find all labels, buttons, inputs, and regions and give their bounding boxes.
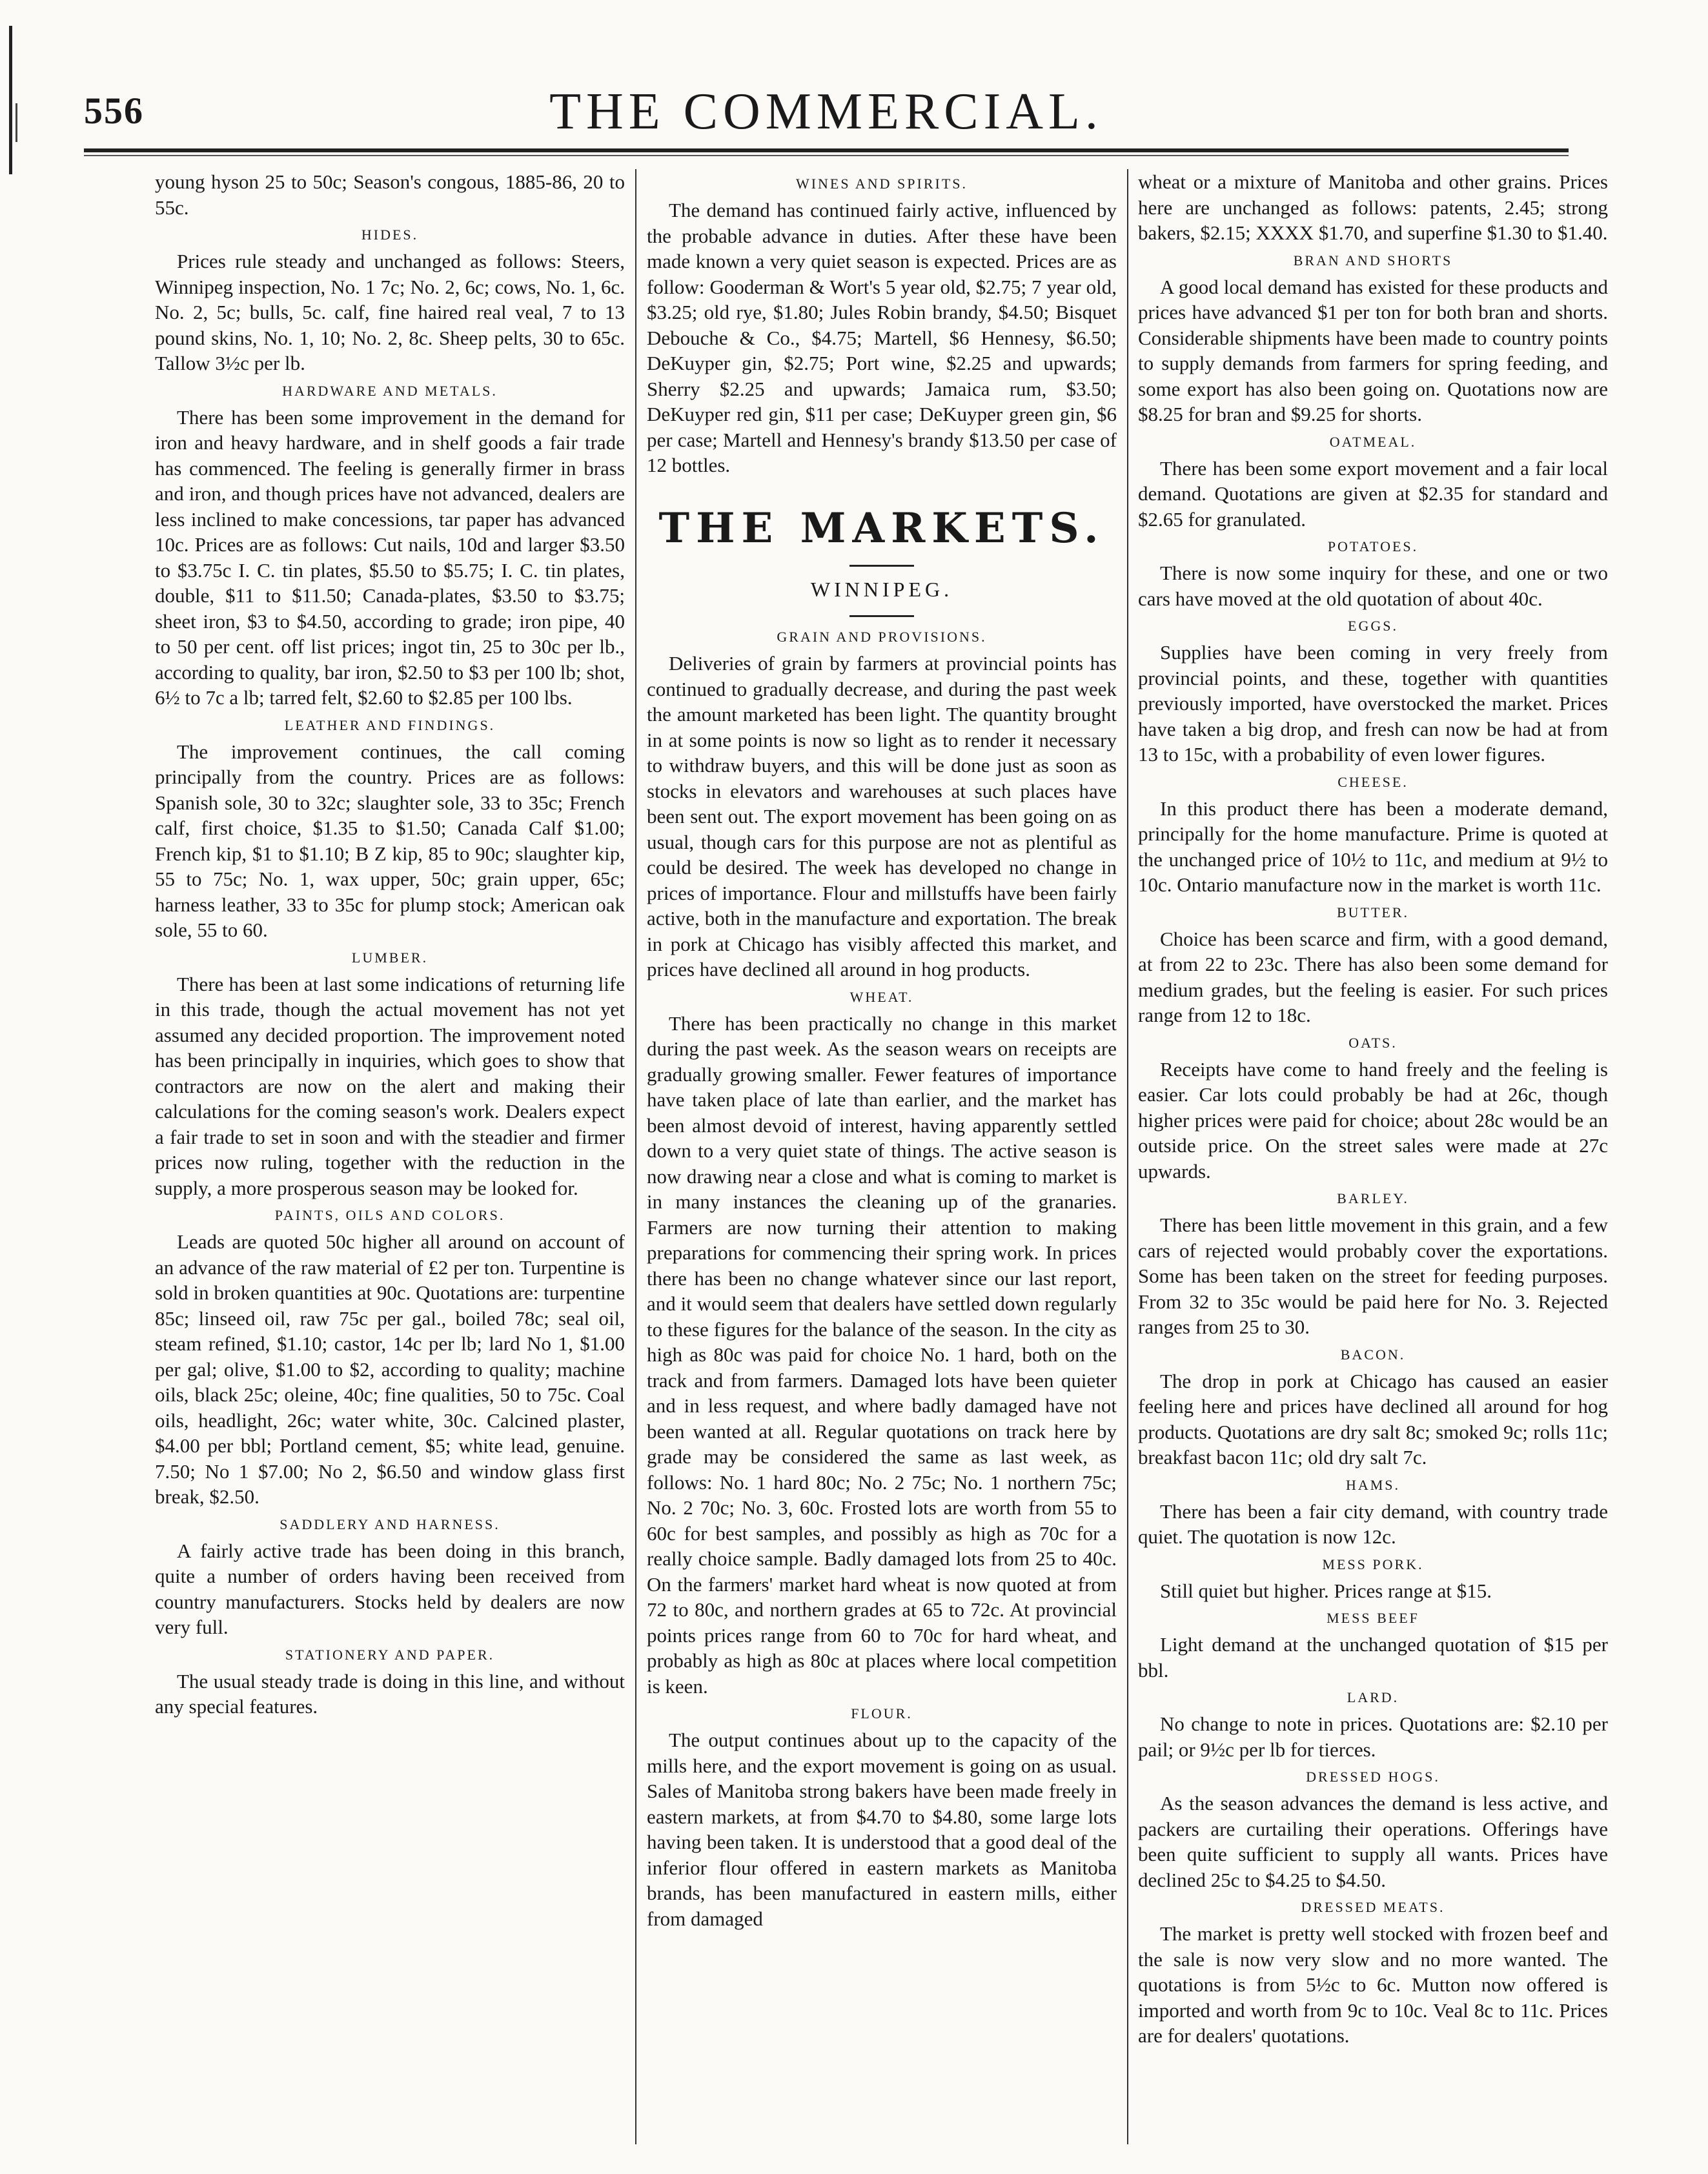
header-rule-thin <box>84 155 1569 156</box>
paragraph: Supplies have been coming in very freely from provincial points, and these, together with quantities previously imported, have overstocked the market. Prices have taken a big drop, and fresh can now be had at from 13 to 15c, with a probability of even lower figures. <box>1138 641 1608 766</box>
section-heading: MESS PORK. <box>1322 1556 1424 1572</box>
section-heading: LEATHER AND FINDINGS. <box>284 716 496 733</box>
paragraph: Leads are quoted 50c higher all around on account of an advance of the raw material of £2 per ton. Turpentine is sold in broken quantities at 90c. Quotations are: turpentine 85c; linseed oil, raw 75c per gal., boiled 78c; seal oil, steam refined, $1.10; castor, 14c per lb; lard No 1, $1.00 per gal; olive, $1.00 to $2, according to quality; machine oils, black 25c; oleine, 40c; fine qualities, 50 to 75c. Coal oils, headlight, 26c; water white, 30c. Calcined plaster, $4.00 per bbl; Portland cement, $5; white lead, genuine. 7.50; No 1 $7.00; No 2, $6.50 and window glass first break, $2.50. <box>155 1230 625 1508</box>
paragraph: Light demand at the unchanged quotation of $15 per bbl. <box>1138 1633 1608 1681</box>
paragraph: There has been at last some indications of returning life in this trade, though the actual movement has not yet assumed any decided proportion. The improvement noted has been principally in inquiries, which goes to show that contractors are now on the alert and making their calculations for the coming season's work. Dealers expect a fair trade to set in soon and with the steadier and firmer prices now ruling, together with the reduction in the supply, a more prosperous season may be looked for. <box>155 972 625 1199</box>
section-title: THE MARKETS. <box>658 503 1105 553</box>
section-heading: BARLEY. <box>1337 1190 1409 1206</box>
paragraph: No change to note in prices. Quotations are: $2.10 per pail; or 9½c per lb for tierces. <box>1138 1712 1608 1761</box>
paragraph: There is now some inquiry for these, and one or two cars have moved at the old quotation of about 40c. <box>1138 562 1608 610</box>
section-heading: HAMS. <box>1345 1476 1401 1493</box>
margin-mark-secondary <box>15 103 17 142</box>
city-rule <box>849 615 914 617</box>
paragraph: A fairly active trade has been doing in this branch, quite a number of orders having been received from country manufacturers. Stocks held by dealers are now very full. <box>155 1539 625 1638</box>
column-1 <box>155 169 625 2144</box>
section-heading: SADDLERY AND HARNESS. <box>280 1516 500 1532</box>
paragraph: Deliveries of grain by farmers at provincial points has continued to gradually decrease, and during the past week the amount marketed has been light. The quantity brought in at some points is now so light as to render it necessary to withdraw buyers, and this will be done just as soon as stocks in elevators and warehouses at such places have been sent out. The export movement has been going on as usual, though cars for this purpose are not as plentiful as could be desired. The week has developed no change in prices of importance. Flour and millstuffs have been fairly active, both in the manufacture and exportation. The break in pork at Chicago has visibly affected this market, and prices have declined all around in hog products. <box>647 652 1117 980</box>
paragraph: There has been some export movement and a fair local demand. Quotations are given at $2.35 for standard and $2.65 for granulated. <box>1138 456 1608 531</box>
column-2 <box>647 169 1117 2144</box>
section-heading: POTATOES. <box>1327 538 1419 554</box>
paragraph: As the season advances the demand is less active, and packers are curtailing their operations. Offerings have been quite sufficient to supply all wants. Prices have declined 25c to $4.25 to $4.50. <box>1138 1792 1608 1891</box>
column-divider-2 <box>1127 169 1128 2144</box>
section-heading: OATS. <box>1348 1034 1398 1051</box>
paragraph: The market is pretty well stocked with frozen beef and the sale is now very slow and no more wanted. The quotations is from 5½c to 6c. Mutton now offered is imported and worth from 9c to 10c. Veal 8c to 11c. Prices are for dealers' quotations. <box>1138 1922 1608 2047</box>
paragraph: The demand has continued fairly active, influenced by the probable advance in duties. After these have been made known a very quiet season is expected. Prices are as follow: Gooderman & Wort's 5 year old, $2.75; 7 year old, $3.25; old rye, $1.80; Jules Robin brandy, $4.50; Bisquet Debouche & Co., $4.75; Martell, $6 Hennesy, $6.50; DeKuyper gin, $2.75; Port wine, $2.25 and upwards; Sherry $2.25 and upwards; Jamaica rum, $3.50; DeKuyper red gin, $11 per case; DeKuyper green gin, $6 per case; Martell and Hennesy's brandy $13.50 per case of 12 bottles. <box>647 199 1117 476</box>
paragraph: The usual steady trade is doing in this line, and without any special features. <box>155 1669 625 1718</box>
paragraph: Choice has been scarce and firm, with a good demand, at from 22 to 23c. There has also been some demand for medium grades, but the feeling is easier. For such prices range from 12 to 18c. <box>1138 927 1608 1026</box>
section-heading: WINES AND SPIRITS. <box>795 176 968 192</box>
paragraph: Prices rule steady and unchanged as follows: Steers, Winnipeg inspection, No. 1 7c; No. 2, 6c; cows, No. 1, 6c. No. 2, 5c; bulls, 5c. calf, fine haired real veal, 7 to 13 pound skins, No. 1, 10; No. 2, 8c. Sheep pelts, 30 to 65c. Tallow 3½c per lb. <box>155 250 625 374</box>
section-heading: GRAIN AND PROVISIONS. <box>777 629 987 645</box>
column-3 <box>1138 169 1608 2144</box>
section-heading: FLOUR. <box>851 1705 913 1722</box>
header-rule <box>84 148 1569 152</box>
section-heading: CHEESE. <box>1337 773 1408 790</box>
section-heading: BUTTER. <box>1336 904 1410 920</box>
title-rule <box>849 565 914 567</box>
paragraph: There has been some improvement in the demand for iron and heavy hardware, and in shelf goods a fair trade has commenced. The feeling is generally firmer in brass and iron, and though prices have not advanced, dealers are less inclined to make concessions, tar paper has advanced 10c. Prices are as follows: Cut nails, 10d and larger $3.50 to $3.75c I. C. tin plates, $5.50 to $5.75; I. C. tin plates, double, $11 to $11.50; Canada-plates, $3.50 to $3.75; sheet iron, $3 to $4.50, according to grade; iron pipe, 40 to 50 per cent. off list prices; ingot tin, 25 to 30c per lb., according to quality, bar iron, $2.50 to $3 per 100 lb; shot, 6½ to 7c a lb; tarred felt, $2.60 to $2.85 per 100 lbs. <box>155 405 625 709</box>
paragraph: The drop in pork at Chicago has caused an easier feeling here and prices have declined all around for hog products. Quotations are dry salt 8c; smoked 9c; rolls 11c; breakfast bacon 11c; old dry salt 7c. <box>1138 1369 1608 1468</box>
section-heading: DRESSED HOGS. <box>1306 1769 1440 1785</box>
section-heading: HARDWARE AND METALS. <box>282 382 498 399</box>
section-heading: BACON. <box>1340 1346 1406 1363</box>
paragraph: wheat or a mixture of Manitoba and other grains. Prices here are unchanged as follows: patents, 2.45; strong bakers, $2.15; XXXX $1.70, and superfine $1.30 to $1.40. <box>1138 170 1608 244</box>
paragraph: There has been practically no change in this market during the past week. As the season wears on receipts are gradually growing smaller. Fewer features of importance have taken place of late than earlier, and the market has been almost devoid of interest, having apparently settled down to a very quiet state of things. The active season is now drawing near a close and what is coming to market is in many instances the cleaning up of the granaries. Farmers are now turning their attention to making preparations for commencing their spring work. In prices there has been no change whatever since our last report, and it would seem that dealers have settled down regularly to these figures for the balance of the season. In the city as high as 80c was paid for choice No. 1 hard, both on the track and from farmers. Damaged lots have been quieter and in less request, and where badly damaged have not been wanted at all. Regular quotations on track here by grade may be considered the same as last week, as follows: No. 1 hard 80c; No. 2 75c; No. 1 northern 75c; No. 2 70c; No. 3, 60c. Frosted lots are worth from 55 to 60c for best samples, and possibly as high as 70c for a really choice sample. Badly damaged lots from 25 to 40c. On the farmers' market hard wheat is now quoted at from 72 to 80c, and northern grades at 65 to 72c. At provincial points prices range from 60 to 70c for hard wheat, and probably as high as 80c at places where local competition is keen. <box>647 1011 1117 1698</box>
paragraph: The output continues about up to the capacity of the mills here, and the export movement is going on as usual. Sales of Manitoba strong bakers have been made freely in eastern markets, at from $4.70 to $4.80, some large lots having been taken. It is understood that a good deal of the inferior flour offered in eastern markets as Manitoba brands, has been manufactured in eastern mills, either from damaged <box>647 1729 1117 1930</box>
page-number: 556 <box>84 90 144 132</box>
section-heading: LUMBER. <box>351 949 429 966</box>
section-heading: MESS BEEF <box>1327 1610 1419 1626</box>
paragraph: A good local demand has existed for these products and prices have advanced $1 per ton for both bran and shorts. Considerable shipments have been made to country points to supply demands from farmers for spring feeding, and some export has also been going on. Quotations now are $8.25 for bran and $9.25 for shorts. <box>1138 275 1608 425</box>
paragraph: In this product there has been a moderate demand, principally for the home manufacture. Prime is quoted at the unchanged price of 10½ to 11c, and medium at 9½ to 10c. Ontario manufacture now in the market is worth 11c. <box>1138 797 1608 896</box>
section-heading: PAINTS, OILS AND COLORS. <box>274 1207 505 1223</box>
paragraph: Receipts have come to hand freely and the feeling is easier. Car lots could probably be had at 26c, though higher prices were paid for choice; about 28c would be an outside price. On the street sales were made at 27c upwards. <box>1138 1057 1608 1183</box>
page-header <box>84 76 1569 147</box>
paragraph: Still quiet but higher. Prices range at $15. <box>1160 1579 1492 1602</box>
section-heading: DRESSED MEATS. <box>1301 1899 1445 1915</box>
section-heading: LARD. <box>1347 1689 1399 1705</box>
city-heading: WINNIPEG. <box>810 577 953 601</box>
section-heading: EGGS. <box>1348 618 1398 634</box>
section-heading: OATMEAL. <box>1329 433 1417 450</box>
masthead-title: THE COMMERCIAL. <box>549 83 1103 140</box>
section-heading: WHEAT. <box>849 988 914 1005</box>
margin-mark <box>9 26 12 174</box>
section-heading: HIDES. <box>361 227 419 243</box>
paragraph: young hyson 25 to 50c; Season's congous, 1885-86, 20 to 55c. <box>155 170 625 219</box>
paragraph: There has been little movement in this grain, and a few cars of rejected would probably cover the exportations. Some has been taken on the street for feeding purposes. From 32 to 35c would be paid here for No. 3. Rejected ranges from 25 to 30. <box>1138 1214 1608 1338</box>
paragraph: The improvement continues, the call coming principally from the country. Prices are as follows: Spanish sole, 30 to 32c; slaughter sole, 33 to 35c; French calf, first choice, $1.35 to $1.50; Canada Calf $1.00; French kip, $1 to $1.10; B Z kip, 85 to 90c; slaughter kip, 55 to 75c; No. 1, wax upper, 50c; grain upper, 65c; harness leather, 33 to 35c for plump stock; American oak sole, 55 to 60. <box>155 740 625 941</box>
column-divider-1 <box>635 169 636 2144</box>
section-heading: BRAN AND SHORTS <box>1293 252 1453 269</box>
section-heading: STATIONERY AND PAPER. <box>285 1646 495 1663</box>
paragraph: There has been a fair city demand, with country trade quiet. The quotation is now 12c. <box>1138 1499 1608 1548</box>
